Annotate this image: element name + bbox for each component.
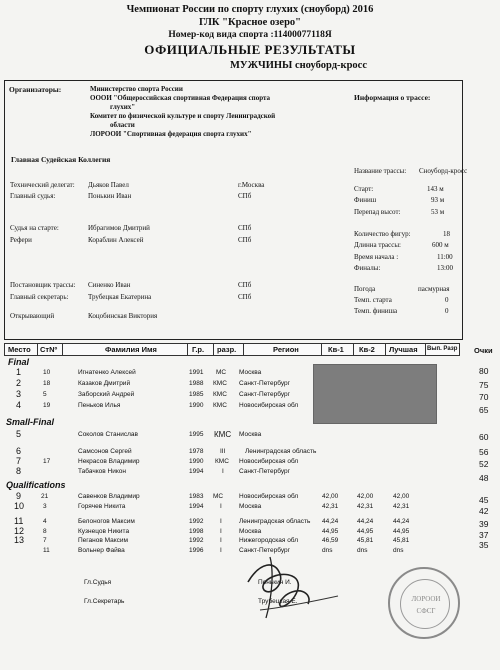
jury-label: Главная Судейская Коллегия: [11, 155, 111, 164]
official-city: СПб: [238, 192, 252, 200]
track-label: Длинна трассы:: [354, 241, 401, 249]
table-row: 1 10 Игнатенко Алексей 1991 МС Москва 80: [16, 366, 489, 377]
chief-judge-label: Гл.Судья: [84, 579, 112, 586]
col-place: Место: [8, 345, 31, 354]
track-info-label: Информация о трассе:: [354, 93, 431, 102]
col-region: Регион: [273, 345, 299, 354]
redacted-block: [313, 364, 437, 424]
organizer-line: области: [110, 121, 135, 129]
table-row: 6 Самсонов Сергей 1978 III Ленинградская область 56: [16, 446, 489, 457]
official-role: Главный судья:: [10, 192, 56, 200]
table-row: 10 3 Горячев Никита 1994 I Москва 42,31 42,31 42,31 42: [14, 501, 489, 516]
results-table-header: [4, 343, 460, 356]
official-city: СПб: [238, 293, 252, 301]
section-small-final: Small-Final: [6, 417, 55, 427]
track-value: 93 м: [431, 196, 445, 204]
official-role: Технический делегат:: [10, 181, 75, 189]
col-best: Лучшая: [389, 345, 418, 354]
chief-secretary-label: Гл.Секретарь: [84, 598, 125, 605]
official-role: Главный секретарь:: [10, 293, 69, 301]
track-value: Сноуборд-кросс: [419, 167, 468, 175]
table-row: 5 Соколов Станислав 1995 КМС Москва 60: [16, 429, 489, 442]
track-label: Название трассы:: [354, 167, 407, 175]
document-title: ОФИЦИАЛЬНЫЕ РЕЗУЛЬТАТЫ: [144, 42, 356, 57]
handwritten-signature: [220, 552, 350, 622]
organizer-line: ЛОРООИ "Спортивная федерация спорта глухих": [90, 130, 252, 138]
track-value: 11:00: [437, 253, 453, 261]
table-row: 8 Табачков Никон 1994 I Санкт-Петербург 48: [16, 466, 489, 483]
official-name: Понькин Иван: [88, 192, 132, 200]
official-name: Трубецкая Екатерина: [88, 293, 152, 301]
organizer-line: Комитет по физической культуре и спорту Ленинградской: [90, 112, 276, 120]
section-final: Final: [8, 357, 30, 367]
official-city: г.Москва: [238, 181, 265, 189]
col-q2: Кв-2: [359, 345, 375, 354]
official-stamp: ЛОРООИ СФСГ: [388, 567, 460, 639]
venue-title: ГЛК "Красное озеро": [199, 17, 301, 28]
table-row: 11 Вольнер Файва 1996 I Санкт-Петербург dns dns dns: [43, 547, 404, 554]
track-label: Погода: [354, 285, 376, 293]
championship-title: Чемпионат России по спорту глухих (сноуборд) 2016: [126, 4, 374, 15]
track-label: Финиш: [354, 196, 377, 204]
sport-code: Номер-код вида спорта :11400077118Я: [168, 30, 332, 40]
track-label: Время начала :: [354, 253, 399, 261]
official-name: Ибрагимов Дмитрий: [88, 224, 150, 232]
official-city: СПб: [238, 281, 252, 289]
official-city: СПб: [238, 236, 252, 244]
track-label: Темп. старта: [354, 296, 392, 304]
official-city: СПб: [238, 224, 252, 232]
chief-judge-name: Понькин И.: [258, 579, 292, 586]
track-value: 600 м: [432, 241, 449, 249]
track-value: 18: [443, 230, 450, 238]
official-name: Коцобинская Виктория: [88, 312, 158, 320]
official-name: Дьяков Павел: [88, 181, 129, 189]
table-row: 4 19 Пеньков Илья 1990 КМС Новосибирская обл 65: [16, 400, 489, 415]
official-name: Кораблин Алексей: [88, 236, 144, 244]
track-value: 0: [445, 307, 449, 315]
track-value: пасмурная: [418, 285, 450, 293]
track-label: Финалы:: [354, 264, 381, 272]
table-row: 12 8 Кузнецов Никита 1998 I Москва 44,95 44,95 44,95 37: [14, 526, 489, 540]
col-name: Фамилия Имя: [105, 345, 157, 354]
col-bib: СтNº: [40, 345, 58, 354]
col-year: Г.р.: [192, 345, 205, 354]
track-label: Старт:: [354, 185, 374, 193]
organizer-line: глухих": [110, 103, 136, 111]
official-role: Открывающий: [10, 312, 55, 320]
category-subtitle: МУЖЧИНЫ сноуборд-кросс: [230, 60, 367, 71]
official-role: Рефери: [10, 236, 32, 244]
col-rank: разр.: [217, 345, 237, 354]
table-row: 3 5 Заборский Андрей 1985 КМС Санкт-Петербург 70: [16, 389, 489, 402]
organizer-line: ОООИ "Общероссийская спортивная Федерация спорта: [90, 94, 271, 102]
section-qualifications: Qualifications: [6, 480, 66, 490]
table-row: 11 4 Белоногов Максим 1992 I Ленинградская область 44,24 44,24 44,24 39: [14, 516, 489, 529]
table-row: 7 17 Некрасов Владимир 1990 КМС Новосибирская обл 52: [16, 456, 489, 469]
track-value: 13:00: [437, 264, 453, 272]
track-label: Темп. финиша: [354, 307, 398, 315]
track-value: 53 м: [431, 208, 445, 216]
table-row: 9 21 Савенков Владимир 1983 МС Новосибирская обл 42,00 42,00 42,00 45: [16, 491, 489, 505]
official-name: Синенко Иван: [88, 281, 131, 289]
col-rank-earned: Вып. Разр: [427, 346, 458, 352]
track-label: Количество фигур:: [354, 230, 411, 238]
table-row: 13 7 Пеганов Максим 1992 I Нижегородская обл 46,59 45,81 45,81 35: [14, 535, 489, 550]
chief-secretary-name: Трубецкая Е.: [258, 598, 298, 605]
col-q1: Кв-1: [328, 345, 344, 354]
track-label: Перепад высот:: [354, 208, 401, 216]
official-role: Судья на старте:: [10, 224, 59, 232]
official-role: Постановщик трассы:: [10, 281, 76, 289]
track-value: 143 м: [427, 185, 444, 193]
track-value: 0: [445, 296, 449, 304]
table-row: 2 18 Казаков Дмитрий 1988 КМС Санкт-Петербург 75: [16, 378, 489, 390]
col-points: Очки: [474, 346, 493, 355]
organizer-line: Министерство спорта России: [90, 85, 183, 93]
organizers-label: Организаторы:: [9, 85, 62, 94]
